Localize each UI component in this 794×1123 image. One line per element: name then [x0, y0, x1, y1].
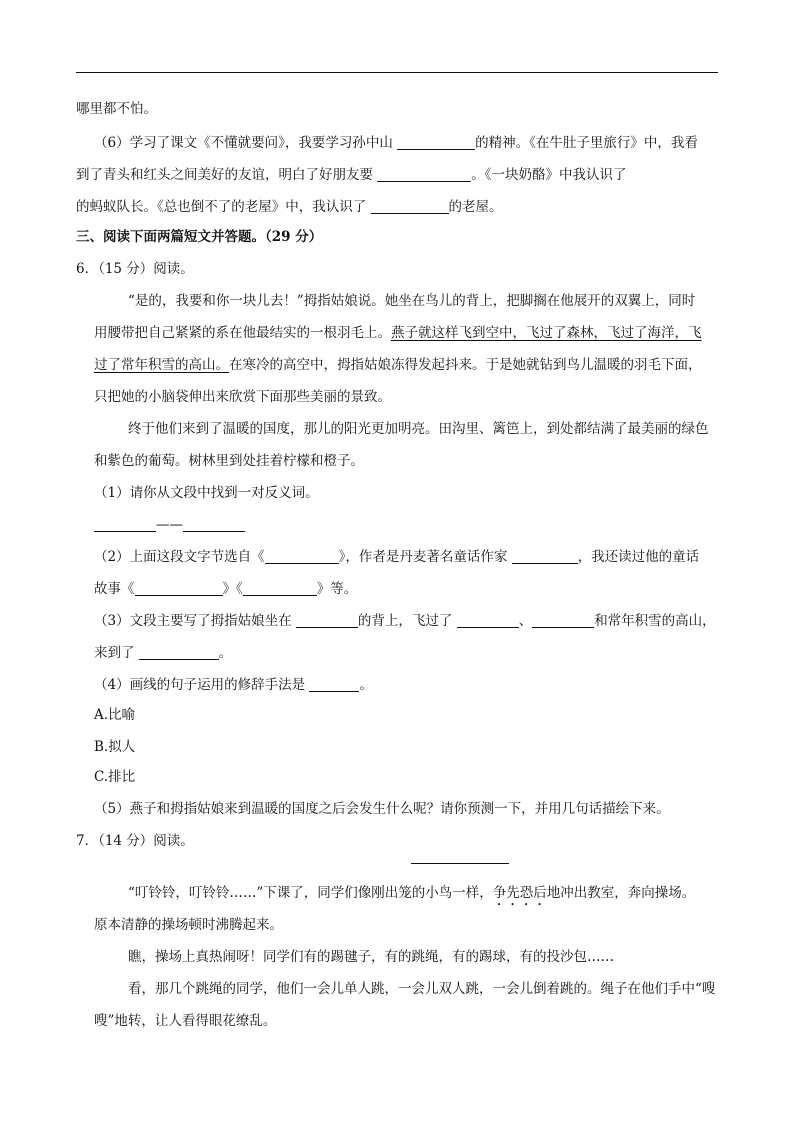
answer-blank[interactable]	[512, 549, 578, 564]
q6-heading: 6．（15 分）阅读。	[76, 261, 194, 277]
q6-subquestion-3: （3）文段主要写了拇指姑娘坐在 的背上，飞过了 、 和常年积雪的高山，	[94, 613, 716, 629]
answer-blank[interactable]	[397, 135, 475, 150]
q5-tail-text: 哪里都不怕。	[76, 101, 157, 117]
q6-subquestion-4: （4）画线的句子运用的修辞手法是 。	[94, 677, 373, 693]
q6-passage-line: 终于他们来到了温暖的国度，那儿的阳光更加明亮。田沟里、篱笆上，到处都结满了最美丽的绿色	[128, 421, 709, 437]
q6-subquestion-3-cont: 来到了 。	[94, 645, 233, 661]
q7-passage-line: “叮铃铃，叮铃铃……”下课了，同学们像刚出笼的小鸟一样，争先恐后地冲出教室，奔向操场。	[128, 885, 696, 901]
answer-blank[interactable]	[296, 613, 358, 628]
q6-subquestion-2: （2）上面这段文字节选自《 》，作者是丹麦著名童话作家 ，我还读过他的童话	[94, 549, 700, 565]
q7-passage-line: 看，那几个跳绳的同学，他们一会儿单人跳，一会儿双人跳，一会儿倒着跳的。绳子在他们手中“嗖	[128, 981, 716, 997]
underlined-sentence: 燕子就这样飞到空中，飞过了森林，飞过了海洋，飞	[391, 325, 702, 341]
q6-antonym-answer: ——	[94, 516, 744, 534]
answer-blank[interactable]	[183, 517, 245, 532]
option-c[interactable]: C.排比	[94, 769, 136, 785]
q7-passage-line: 原本清静的操场顿时沸腾起来。	[94, 917, 283, 933]
answer-blank[interactable]	[139, 645, 219, 660]
q7-passage-line: 瞧，操场上真热闹呀！同学们有的踢毽子，有的跳绳，有的踢球，有的投沙包……	[128, 949, 614, 965]
emphasis-dotted-word: 争先恐后	[492, 885, 547, 901]
q6-subquestion-5: （5）燕子和拇指姑娘来到温暖的国度之后会发生什么呢？请你预测一下，并用几句话描绘下来。	[94, 801, 670, 817]
q6-subquestion-2-cont: 故事《 》《 》等。	[94, 581, 358, 597]
q6-passage-line: 只把她的小脑袋伸出来欣赏下面那些美丽的景致。	[94, 389, 391, 405]
passage-title-blank[interactable]	[411, 863, 509, 864]
q6-passage-line: 用腰带把自己紧紧的系在他最结实的一根羽毛上。燕子就这样飞到空中，飞过了森林，飞过了海洋，飞	[94, 325, 702, 341]
section-3-heading: 三、阅读下面两篇短文并答题。（29 分）	[76, 229, 323, 245]
q5-6-line-2: 到了青头和红头之间美好的友谊，明白了好朋友要 。《一块奶酪》中我认识了	[76, 167, 627, 183]
underlined-sentence: 过了常年积雪的高山。	[94, 357, 229, 373]
q7-heading: 7．（14 分）阅读。	[76, 833, 194, 849]
answer-blank[interactable]	[243, 581, 317, 596]
q6-passage-line: 过了常年积雪的高山。在寒冷的高空中，拇指姑娘冻得发起抖来。于是她就钻到鸟儿温暖的羽毛下面，	[94, 357, 702, 373]
option-b[interactable]: B.拟人	[94, 739, 136, 755]
answer-blank[interactable]	[377, 167, 471, 182]
option-a[interactable]: A.比喻	[94, 707, 136, 723]
q5-6-line-1: （6）学习了课文《不懂就要问》，我要学习孙中山 的精神。《在牛肚子里旅行》中，我看	[94, 135, 698, 151]
header-rule	[76, 72, 718, 73]
answer-blank[interactable]	[371, 199, 449, 214]
answer-blank[interactable]	[532, 613, 594, 628]
answer-blank[interactable]	[309, 677, 359, 692]
answer-blank[interactable]	[94, 517, 156, 532]
q6-subquestion-1: （1）请你从文段中找到一对反义词。	[94, 485, 319, 501]
answer-blank[interactable]	[135, 581, 223, 596]
answer-blank[interactable]	[265, 549, 339, 564]
q7-passage-line: 嗖”地转，让人看得眼花缭乱。	[94, 1013, 277, 1029]
q6-passage-line: “是的，我要和你一块儿去！”拇指姑娘说。她坐在鸟儿的背上，把脚搁在他展开的双翼上，同时	[128, 293, 696, 309]
q5-6-line-3: 的蚂蚁队长。《总也倒不了的老屋》中，我认识了 的老屋。	[76, 199, 503, 215]
q6-passage-line: 和紫色的葡萄。树林里到处挂着柠檬和橙子。	[94, 453, 364, 469]
answer-blank[interactable]	[457, 613, 519, 628]
